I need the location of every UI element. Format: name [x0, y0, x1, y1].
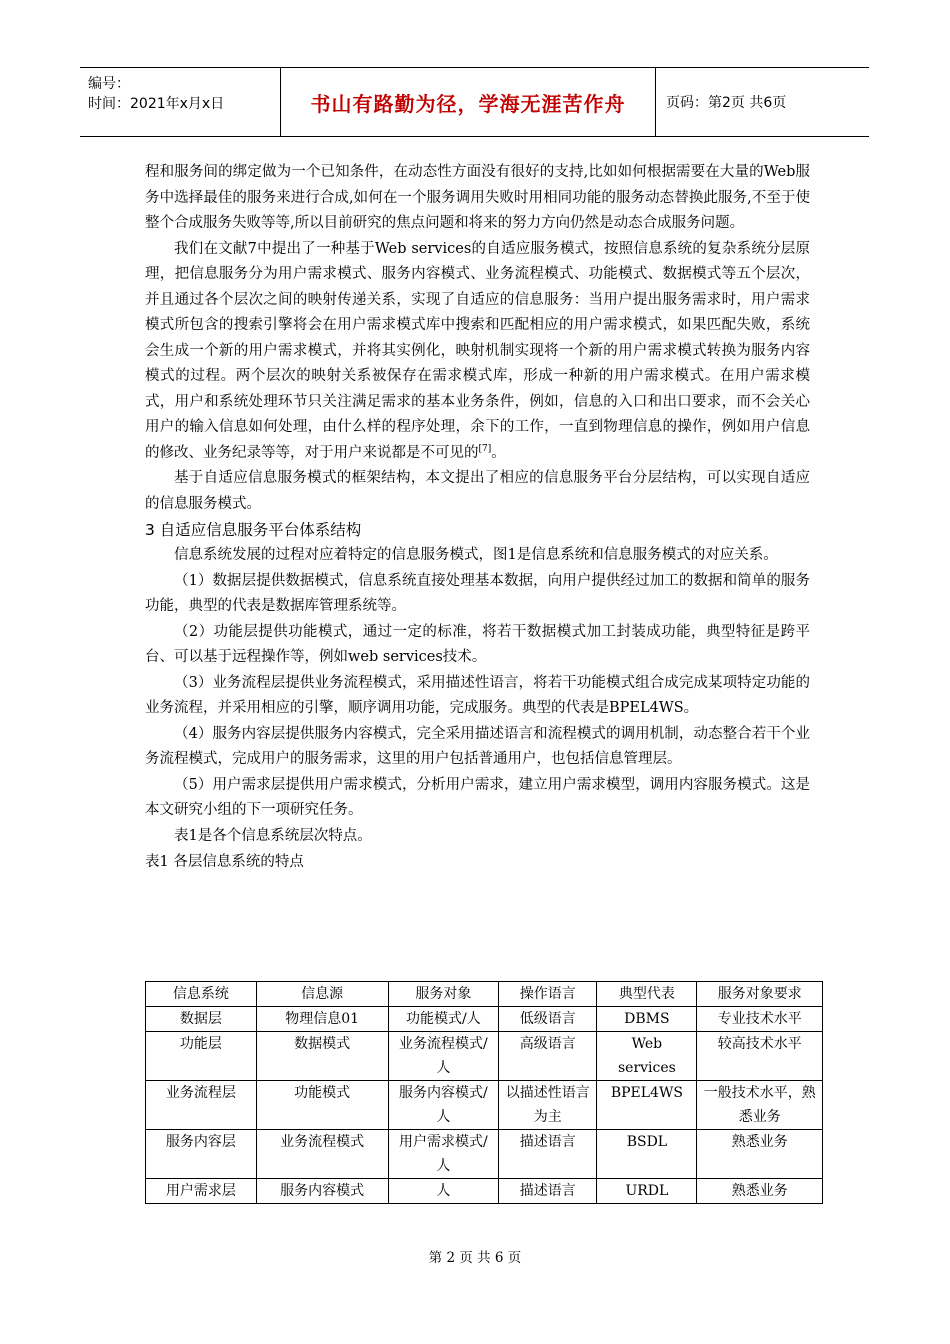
- table-cell: 以描述性语言为主: [499, 1081, 597, 1130]
- list-item: （3）业务流程层提供业务流程模式，采用描述性语言，将若干功能模式组合成完成某项特定功能的业务流程，并采用相应的引擎，顺序调用功能，完成服务。典型的代表是BPEL4WS。: [145, 674, 810, 716]
- table-cell: 专业技术水平: [697, 1007, 823, 1032]
- table-cell: 低级语言: [499, 1007, 597, 1032]
- table-caption: 表1 各层信息系统的特点: [145, 854, 304, 870]
- table-cell: 物理信息01: [256, 1007, 388, 1032]
- table-cell: 业务流程模式: [256, 1130, 388, 1179]
- table-cell: 服务内容模式: [256, 1179, 388, 1204]
- paragraph: 基于自适应信息服务模式的框架结构，本文提出了相应的信息服务平台分层结构，可以实现自适应的信息服务模式。: [145, 470, 810, 512]
- table-header-cell: 服务对象: [388, 982, 499, 1007]
- list-item: （4）服务内容层提供服务内容模式，完全采用描述语言和流程模式的调用机制，动态整合若干个业务流程模式，完成用户的服务需求，这里的用户包括普通用户，也包括信息管理层。: [145, 725, 810, 767]
- table-cell: 业务流程层: [146, 1081, 257, 1130]
- header-page-number: 页码：第2页 共6页: [666, 95, 787, 111]
- paragraph-text: 。: [491, 444, 506, 461]
- table-cell: BPEL4WS: [597, 1081, 697, 1130]
- table-header-cell: 典型代表: [597, 982, 697, 1007]
- citation: [7]: [478, 443, 492, 454]
- table-cell: 数据模式: [256, 1032, 388, 1081]
- document-body: [145, 160, 810, 873]
- table-cell: BSDL: [597, 1130, 697, 1179]
- info-system-table: [145, 981, 823, 1204]
- table-cell: 人: [388, 1179, 499, 1204]
- table-cell: 功能模式/人: [388, 1007, 499, 1032]
- table-row: [146, 1130, 823, 1179]
- table-cell: 描述语言: [499, 1130, 597, 1179]
- table-cell: Web services: [597, 1032, 697, 1081]
- table-cell: 服务内容层: [146, 1130, 257, 1179]
- table-header-cell: 信息系统: [146, 982, 257, 1007]
- document-number-label: 编号：: [88, 76, 130, 92]
- table-cell: 较高技术水平: [697, 1032, 823, 1081]
- table-cell: 高级语言: [499, 1032, 597, 1081]
- table-row: [146, 1081, 823, 1130]
- table-header-cell: 服务对象要求: [697, 982, 823, 1007]
- paragraph: 表1是各个信息系统层次特点。: [174, 827, 372, 844]
- table-cell: 服务内容模式/人: [388, 1081, 499, 1130]
- table-cell: DBMS: [597, 1007, 697, 1032]
- table-row: [146, 1007, 823, 1032]
- table-header-cell: 信息源: [256, 982, 388, 1007]
- table-row: [146, 1179, 823, 1204]
- table-cell: 用户需求层: [146, 1179, 257, 1204]
- document-date: 时间：2021年x月x日: [88, 96, 225, 112]
- table-cell: URDL: [597, 1179, 697, 1204]
- page-footer: 第 2 页 共 6 页: [428, 1250, 522, 1266]
- table-row: [146, 1032, 823, 1081]
- header-motto: 书山有路勤为径，学海无涯苦作舟: [310, 91, 626, 116]
- paragraph-text: 我们在文献7中提出了一种基于Web services的自适应服务模式，按照信息系统的复杂系统分层原理，把信息服务分为用户需求模式、服务内容模式、业务流程模式、功能模式、数据模式等五个层次，并且通过各个层次之间的映射传递关系，实现了自适应的信息服务：当用户提出服务需求时，用户需求模式所包含的搜索引擎将会在用户需求模式库中搜索和匹配相应的用户需求模式，如果匹配失败，系统会生成一个新的用户需求模式，并将其实例化，映射机制实现将一个新的用户需求模式转换为服务内容模式的过程。两个层次的映射关系被保存在需求模式库，形成一种新的用户需求模式。在用户需求模式，用户和系统处理环节只关注满足需求的基本业务条件，例如，信息的入口和出口要求，而不会关心用户的输入信息如何处理，由什么样的程序处理，余下的工作，一直到物理信息的操作，例如用户信息的修改、业务纪录等等，对于用户来说都是不可见的: [145, 240, 810, 461]
- section-heading: 3 自适应信息服务平台体系结构: [145, 521, 362, 539]
- table-cell: 数据层: [146, 1007, 257, 1032]
- table-cell: 业务流程模式/人: [388, 1032, 499, 1081]
- paragraph: 信息系统发展的过程对应着特定的信息服务模式，图1是信息系统和信息服务模式的对应关系。: [174, 547, 778, 563]
- header-divider: [280, 68, 281, 136]
- header-divider: [655, 68, 656, 136]
- table-cell: 熟悉业务: [697, 1179, 823, 1204]
- paragraph: [145, 237, 810, 467]
- list-item: （5）用户需求层提供用户需求模式，分析用户需求，建立用户需求模型，调用内容服务模式。这是本文研究小组的下一项研究任务。: [145, 776, 810, 818]
- table-cell: 熟悉业务: [697, 1130, 823, 1179]
- table-header-cell: 操作语言: [499, 982, 597, 1007]
- table-header-row: [146, 982, 823, 1007]
- paragraph: 程和服务间的绑定做为一个已知条件，在动态性方面没有很好的支持,比如如何根据需要在大量的Web服务中选择最佳的服务来进行合成,如何在一个服务调用失败时用相同功能的服务动态替换此服务,不至于使整个合成服务失败等等,所以目前研究的焦点问题和将来的努力方向仍然是动态合成服务问题。: [145, 164, 810, 231]
- table-cell: 功能层: [146, 1032, 257, 1081]
- table-cell: 一般技术水平，熟悉业务: [697, 1081, 823, 1130]
- list-item: （1）数据层提供数据模式，信息系统直接处理基本数据，向用户提供经过加工的数据和简单的服务功能，典型的代表是数据库管理系统等。: [145, 572, 810, 614]
- table-cell: 用户需求模式/人: [388, 1130, 499, 1179]
- table-cell: 功能模式: [256, 1081, 388, 1130]
- page-header: [80, 67, 869, 137]
- list-item: （2）功能层提供功能模式，通过一定的标准，将若干数据模式加工封装成功能，典型特征是跨平台、可以基于远程操作等，例如web services技术。: [145, 623, 810, 665]
- header-meta: [88, 74, 276, 114]
- table-cell: 描述语言: [499, 1179, 597, 1204]
